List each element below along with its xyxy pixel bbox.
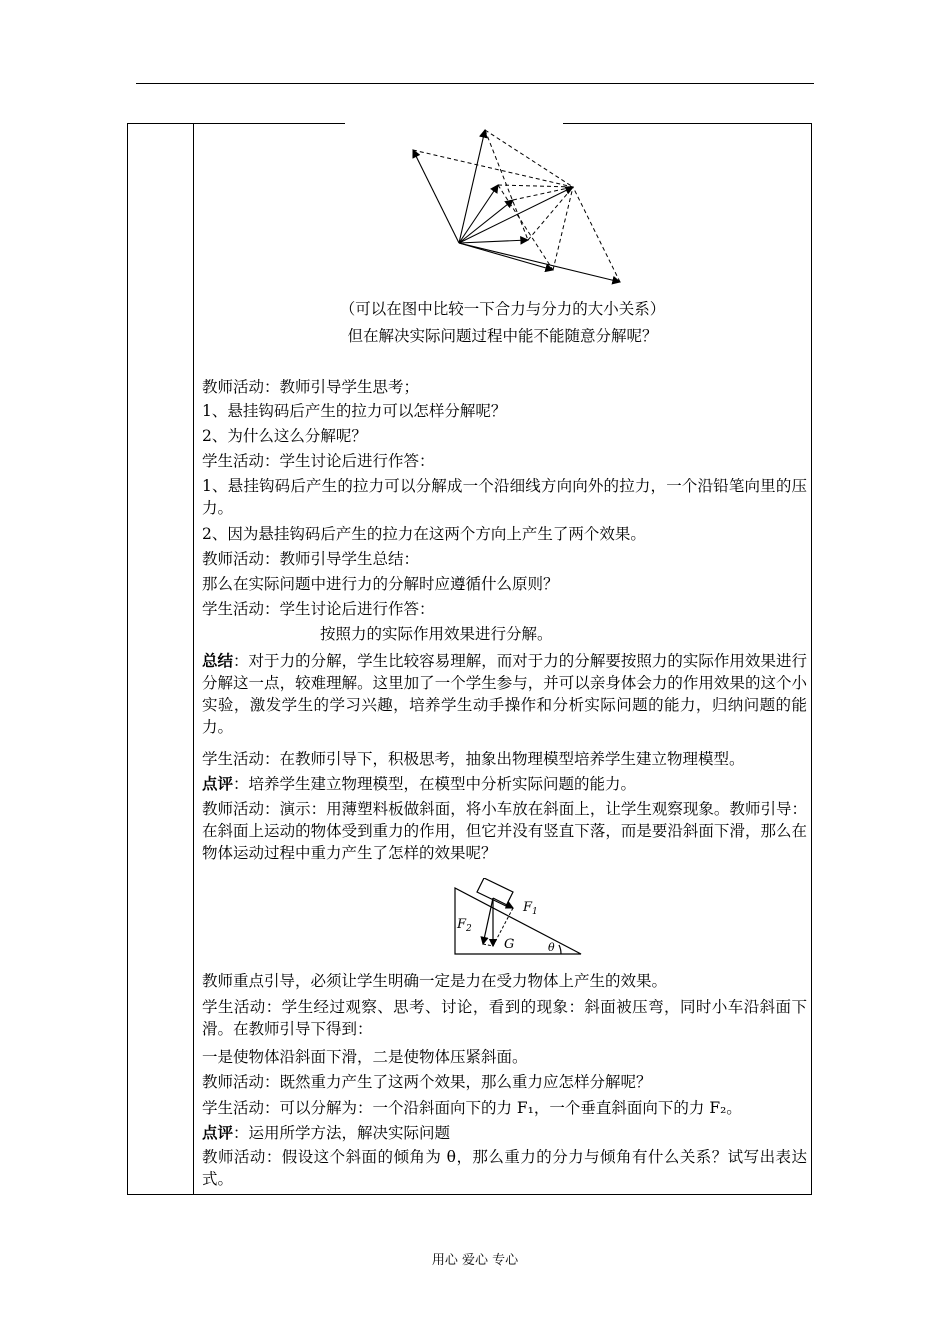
- comment-text: ：运用所学方法，解决实际问题: [233, 1124, 451, 1142]
- text-line: 教师活动：教师引导学生总结：: [202, 550, 420, 568]
- figure-caption: （可以在图中比较一下合力与分力的大小关系）: [339, 300, 666, 318]
- principle-line: 按照力的实际作用效果进行分解。: [320, 625, 553, 643]
- summary-text: ：对于力的分解，学生比较容易理解，而对于力的分解要按照力的实际作用效果进行分解这一点，较难理解。这里加了一个学生参与，并可以亲身体会力的作用效果的这个小实验，激发学生的学习兴趣，培养学生动手操作和分析实际问题的能力，归纳问题的能力。: [202, 652, 807, 736]
- text-paragraph: 学生活动：学生经过观察、思考、讨论，看到的现象：斜面被压弯，同时小车沿斜面下滑。在教师引导下得到：: [202, 998, 807, 1038]
- text-line: 2、因为悬挂钩码后产生的拉力在这两个方向上产生了两个效果。: [202, 525, 646, 543]
- page-footer: 用心 爱心 专心: [431, 1253, 519, 1268]
- comment-label: 点评: [202, 1123, 234, 1142]
- text-line: 学生活动：学生讨论后进行作答：: [202, 452, 435, 470]
- label-theta: θ: [548, 941, 555, 954]
- question-line: 但在解决实际问题过程中能不能随意分解呢？: [347, 327, 658, 345]
- text-line: 教师活动：教师引导学生思考；: [202, 378, 420, 396]
- text-line: 教师活动：既然重力产生了这两个效果，那么重力应怎样分解呢？: [202, 1073, 652, 1091]
- text-line: 那么在实际问题中进行力的分解时应遵循什么原则？: [202, 575, 559, 593]
- text-line: 教师重点引导，必须让学生明确一定是力在受力物体上产生的效果。: [202, 972, 668, 990]
- label-f2: $F_2$: [457, 917, 472, 934]
- text-line: 学生活动：可以分解为：一个沿斜面向下的力 F₁，一个垂直斜面向下的力 F₂。: [202, 1099, 742, 1117]
- comment-line: [202, 773, 636, 795]
- comment-text: ：培养学生建立物理模型，在模型中分析实际问题的能力。: [233, 775, 637, 793]
- summary-label: 总结: [202, 651, 234, 670]
- incline-figure: [453, 878, 593, 958]
- header-rule: [136, 83, 814, 84]
- text-paragraph: 教师活动：演示：用薄塑料板做斜面，将小车放在斜面上，让学生观察现象。教师引导：在斜面上运动的物体受到重力的作用，但它并没有竖直下落，而是要沿斜面下滑，那么在物体运动过程中重力产生了怎样的效果呢？: [202, 800, 807, 862]
- label-f1: $F_1$: [523, 900, 538, 917]
- text-paragraph: 1、悬挂钩码后产生的拉力可以分解成一个沿细线方向向外的拉力，一个沿铅笔向里的压力。: [202, 477, 807, 517]
- comment-label: 点评: [202, 774, 234, 793]
- text-line: 一是使物体沿斜面下滑，二是使物体压紧斜面。: [202, 1048, 528, 1066]
- label-g: G: [504, 937, 515, 952]
- text-line: 学生活动：在教师引导下，积极思考，抽象出物理模型培养学生建立物理模型。: [202, 750, 745, 768]
- text-paragraph: 教师活动：假设这个斜面的倾角为 θ，那么重力的分力与倾角有什么关系？试写出表达式。: [202, 1148, 807, 1188]
- left-column: [128, 124, 194, 1194]
- summary-paragraph: [202, 650, 807, 738]
- text-line: 1、悬挂钩码后产生的拉力可以怎样分解呢？: [202, 402, 507, 420]
- text-line: 学生活动：学生讨论后进行作答：: [202, 600, 435, 618]
- text-line: 2、为什么这么分解呢？: [202, 427, 367, 445]
- comment-line: [202, 1122, 450, 1144]
- force-decomposition-figure: [283, 125, 643, 295]
